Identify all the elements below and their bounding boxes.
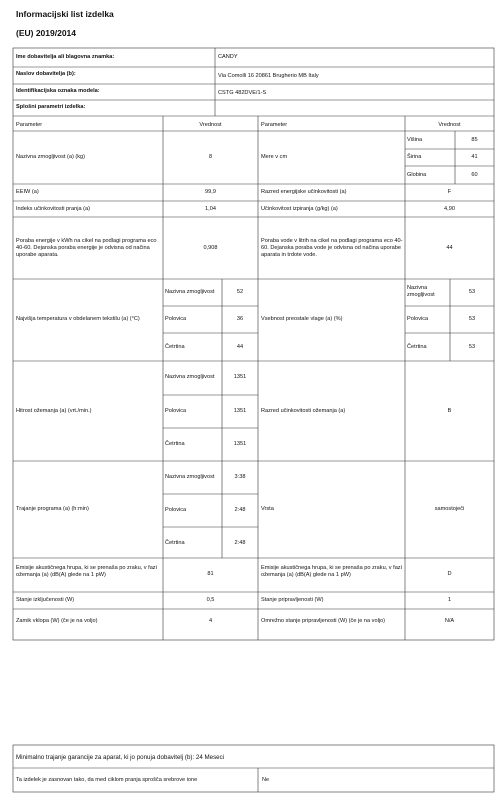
depth-label: Globina <box>407 172 427 178</box>
temperature-label: Najvišja temperatura v obdelanem tekstilu (a) (°C) <box>16 316 140 322</box>
noise-label: Emisije akustičnega hrupa, ki se prenaša po zraku, v fazi ožemanja (a) (dB(A) glede na 1 pW) <box>16 565 157 578</box>
noise-class-value: D <box>447 571 452 577</box>
moisture-rated-value: 53 <box>468 289 476 295</box>
spin-rated-value: 1351 <box>233 374 247 380</box>
width-label: Širina <box>407 154 422 160</box>
temp-rated-label: Nazivna zmogljivost <box>165 289 215 295</box>
off-mode-label: Stanje izključenosti (W) <box>16 597 75 603</box>
capacity-label: Nazivna zmogljivost (a) (kg) <box>16 154 86 160</box>
eei-label: EEIW (a) <box>16 189 39 195</box>
dimensions-label: Mere v cm <box>261 154 288 160</box>
spin-class-value: B <box>447 408 452 414</box>
moisture-quarter-label: Četrtina <box>407 344 427 350</box>
temp-quarter-label: Četrtina <box>165 344 185 350</box>
moisture-half-label: Polovica <box>407 316 429 322</box>
energy-class-label: Razred energijske učinkovitosti (a) <box>261 189 347 195</box>
supplier-address-label: Naslov dobavitelja (b): <box>16 71 76 77</box>
rinsing-eff-label: Učinkovitost izpiranja (g/kg) (a) <box>261 206 338 212</box>
rinsing-eff-value: 4,90 <box>444 206 455 212</box>
general-params-label: Splošni parametri izdelka: <box>16 104 86 110</box>
model-value: CSTG 482DVE/1-S <box>218 90 267 96</box>
model-label: Identifikacijska oznaka modela: <box>16 88 100 94</box>
temp-half-label: Polovica <box>165 316 187 322</box>
col-header-value-left: Vrednost <box>199 122 222 128</box>
standby-label: Stanje pripravljenosti (W) <box>261 597 324 603</box>
height-value: 85 <box>471 137 478 143</box>
supplier-address-value: Via Comolli 16 20861 Brugherio MB Italy <box>218 73 319 79</box>
duration-quarter-value: 2:48 <box>234 540 246 546</box>
off-mode-value: 0,5 <box>206 597 215 603</box>
water-cons-value: 44 <box>446 245 453 251</box>
energy-class-value: F <box>447 189 452 195</box>
energy-cons-label: Poraba energije v kWh na cikel na podlagi programa eco 40-60. Dejanska poraba energije je odvisna od načina uporabe aparata. <box>16 238 157 258</box>
eei-value: 99,9 <box>205 189 216 195</box>
washing-eff-label: Indeks učinkovitosti pranja (a) <box>16 206 90 212</box>
height-label: Višina <box>407 137 423 143</box>
col-header-value-right: Vrednost <box>438 122 461 128</box>
temp-rated-value: 52 <box>236 289 244 295</box>
delay-start-label: Zamik vklopa (W) (če je na voljo) <box>16 618 98 624</box>
washing-eff-value: 1,04 <box>205 206 216 212</box>
guarantee-text: Minimalno trajanje garancije za aparat, ki jo ponuja dobavitelj (b): 24 Meseci <box>16 754 225 761</box>
standby-value: 1 <box>447 597 452 603</box>
duration-half-label: Polovica <box>165 507 187 513</box>
type-label: Vrsta <box>261 506 274 512</box>
col-header-param-left: Parameter <box>16 122 43 128</box>
moisture-label: Vsebnost preostale vlage (a) (%) <box>261 316 343 322</box>
duration-rated-value: 3:38 <box>234 474 246 480</box>
noise-class-label: Emisije akustičnega hrupa, ki se prenaša po zraku, v fazi ožemanja (a) (dB(A) glede na 1 pW) <box>261 565 402 578</box>
regulation-ref: (EU) 2019/2014 <box>16 28 77 38</box>
silver-ion-label: Ta izdelek je zasnovan tako, da med ciklom pranja sprošča srebrove ione <box>16 777 198 783</box>
energy-cons-value: 0,908 <box>203 245 218 251</box>
supplier-name-label: Ime dobavitelja ali blagovna znamka: <box>16 54 115 60</box>
moisture-half-value: 53 <box>468 316 476 322</box>
moisture-quarter-value: 53 <box>468 344 476 350</box>
type-value: samostoječi <box>434 506 465 512</box>
temp-half-value: 36 <box>236 316 244 322</box>
duration-label: Trajanje programa (a) (h:min) <box>16 506 89 512</box>
spin-half-value: 1351 <box>233 408 247 414</box>
spin-quarter-label: Četrtina <box>165 441 185 447</box>
page-title: Informacijski list izdelka <box>16 9 114 19</box>
network-standby-value: N/A <box>444 618 455 624</box>
spin-quarter-value: 1351 <box>233 441 247 447</box>
water-cons-label: Poraba vode v litrih na cikel na podlagi programa eco 40-60. Dejanska poraba vode je odvisna od načina uporabe aparata in trdote vode. <box>261 238 403 258</box>
duration-quarter-label: Četrtina <box>165 540 185 546</box>
noise-value: 81 <box>207 571 214 577</box>
duration-half-value: 2:48 <box>234 507 246 513</box>
spin-half-label: Polovica <box>165 408 187 414</box>
delay-start-value: 4 <box>208 618 213 624</box>
spin-class-label: Razred učinkovitosti ožemanja (a) <box>261 408 346 414</box>
moisture-rated-label: Nazivna zmogljivost <box>407 285 435 298</box>
supplier-name-value: CANDY <box>218 54 238 60</box>
spin-speed-label: Hitrost ožemanja (a) (vrt./min.) <box>16 408 92 414</box>
network-standby-label: Omrežno stanje pripravljenosti (W) (če je na voljo) <box>261 618 386 624</box>
width-value: 41 <box>471 154 478 160</box>
duration-rated-label: Nazivna zmogljivost <box>165 474 215 480</box>
col-header-param-right: Parameter <box>261 122 288 128</box>
silver-ion-value: Ne <box>262 777 270 783</box>
depth-value: 60 <box>471 172 478 178</box>
spin-rated-label: Nazivna zmogljivost <box>165 374 215 380</box>
temp-quarter-value: 44 <box>236 344 244 350</box>
capacity-value: 8 <box>208 154 213 160</box>
